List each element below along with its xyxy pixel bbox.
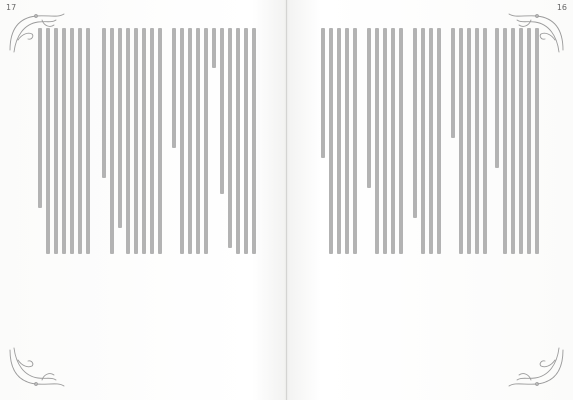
text-line <box>495 28 499 168</box>
right-page <box>287 0 573 400</box>
text-line <box>220 28 224 194</box>
text-line <box>459 28 463 254</box>
text-line <box>134 28 138 254</box>
left-page-text-lines <box>0 0 286 400</box>
text-line <box>86 28 90 254</box>
right-page-number: 16 <box>556 3 567 12</box>
text-line <box>511 28 515 254</box>
text-line <box>244 28 248 254</box>
text-line <box>383 28 387 254</box>
text-line <box>78 28 82 254</box>
text-line <box>413 28 417 218</box>
text-line <box>421 28 425 254</box>
text-line <box>54 28 58 254</box>
left-page <box>0 0 286 400</box>
text-line <box>188 28 192 254</box>
text-line <box>353 28 357 254</box>
text-line <box>126 28 130 254</box>
text-line <box>142 28 146 254</box>
text-line <box>102 28 106 178</box>
text-line <box>519 28 523 254</box>
text-line <box>196 28 200 254</box>
text-line <box>375 28 379 254</box>
text-line <box>399 28 403 254</box>
text-line <box>62 28 66 254</box>
right-page-text-lines <box>287 0 573 400</box>
text-line <box>172 28 176 148</box>
text-line <box>38 28 42 208</box>
text-line <box>46 28 50 254</box>
text-line <box>451 28 455 138</box>
text-line <box>321 28 325 158</box>
text-line <box>483 28 487 254</box>
text-line <box>110 28 114 254</box>
text-line <box>475 28 479 254</box>
text-line <box>527 28 531 254</box>
text-line <box>535 28 539 254</box>
text-line <box>150 28 154 254</box>
text-line <box>429 28 433 254</box>
text-line <box>70 28 74 254</box>
text-line <box>118 28 122 228</box>
text-line <box>437 28 441 254</box>
text-line <box>236 28 240 254</box>
text-line <box>337 28 341 254</box>
text-line <box>345 28 349 254</box>
text-line <box>503 28 507 254</box>
text-line <box>180 28 184 254</box>
left-page-number: 17 <box>6 3 17 12</box>
text-line <box>158 28 162 254</box>
text-line <box>391 28 395 254</box>
text-line <box>204 28 208 254</box>
text-line <box>228 28 232 248</box>
text-line <box>212 28 216 68</box>
text-line <box>467 28 471 254</box>
text-line <box>329 28 333 254</box>
text-line <box>252 28 256 254</box>
text-line <box>367 28 371 188</box>
